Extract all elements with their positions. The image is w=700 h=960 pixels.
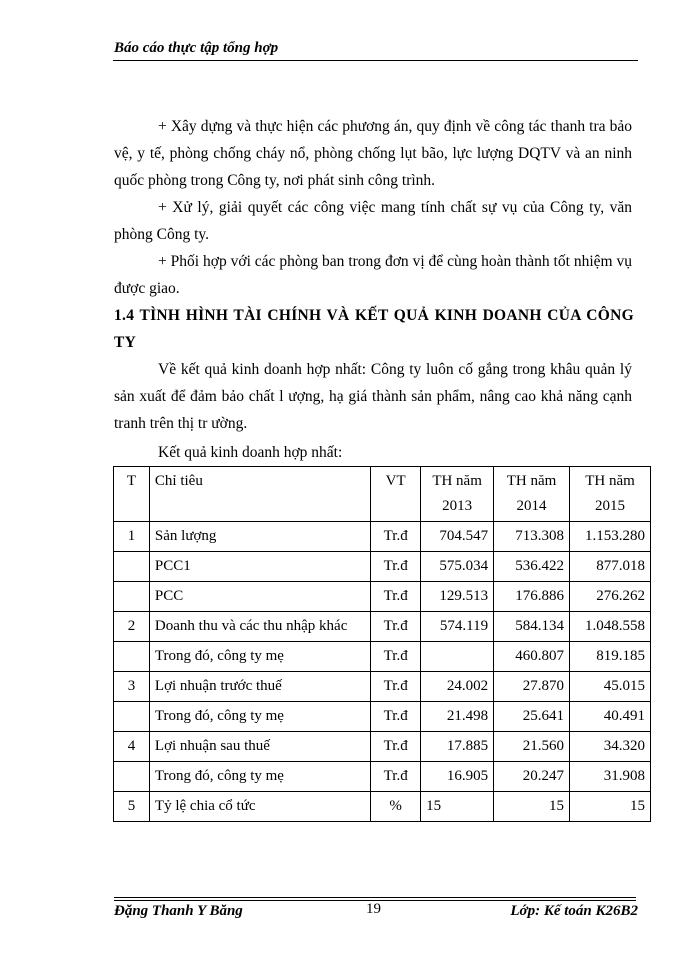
row-2013: 24.002 bbox=[421, 672, 494, 702]
row-2015: 31.908 bbox=[570, 762, 651, 792]
header-2014 bbox=[494, 467, 570, 522]
header-2014-year: 2014 bbox=[516, 498, 547, 514]
table-row bbox=[114, 732, 651, 762]
row-item: PCC1 bbox=[149, 552, 370, 582]
row-2013: 129.513 bbox=[421, 582, 494, 612]
row-2013: 575.034 bbox=[421, 552, 494, 582]
row-item: Trong đó, công ty mẹ bbox=[149, 762, 370, 792]
row-2014: 20.247 bbox=[494, 762, 570, 792]
table-row bbox=[114, 582, 651, 612]
row-2013: 15 bbox=[421, 792, 494, 822]
header-2015 bbox=[570, 467, 651, 522]
row-2015: 34.320 bbox=[570, 732, 651, 762]
table-row bbox=[114, 522, 651, 552]
row-stt bbox=[114, 702, 150, 732]
row-unit: Tr.đ bbox=[371, 582, 421, 612]
row-unit: Tr.đ bbox=[371, 762, 421, 792]
row-item: Trong đó, công ty mẹ bbox=[149, 702, 370, 732]
row-unit: Tr.đ bbox=[371, 552, 421, 582]
row-2014: 584.134 bbox=[494, 612, 570, 642]
table-row bbox=[114, 792, 651, 822]
row-2014: 15 bbox=[494, 792, 570, 822]
table-row bbox=[114, 552, 651, 582]
row-2013: 704.547 bbox=[421, 522, 494, 552]
row-stt bbox=[114, 582, 150, 612]
row-2014: 21.560 bbox=[494, 732, 570, 762]
row-stt bbox=[114, 552, 150, 582]
header-2013-year: 2013 bbox=[442, 498, 473, 514]
row-2015: 45.015 bbox=[570, 672, 651, 702]
row-stt: 3 bbox=[114, 672, 150, 702]
footer-divider bbox=[114, 897, 636, 898]
header-item: Chỉ tiêu bbox=[149, 467, 370, 522]
header-2013-label: TH năm bbox=[432, 473, 482, 489]
footer-class: Lớp: Kế toán K26B2 bbox=[510, 903, 638, 919]
row-unit: Tr.đ bbox=[371, 522, 421, 552]
header-2015-label: TH năm bbox=[585, 473, 635, 489]
row-item: Tỷ lệ chia cổ tức bbox=[149, 792, 370, 822]
row-2015: 1.153.280 bbox=[570, 522, 651, 552]
row-unit: % bbox=[371, 792, 421, 822]
row-2014: 27.870 bbox=[494, 672, 570, 702]
row-item: Lợi nhuận sau thuế bbox=[149, 732, 370, 762]
row-2013 bbox=[421, 642, 494, 672]
footer-author: Đặng Thanh Y Băng bbox=[114, 903, 243, 919]
table-row bbox=[114, 702, 651, 732]
header-2013 bbox=[421, 467, 494, 522]
row-unit: Tr.đ bbox=[371, 642, 421, 672]
row-item: PCC bbox=[149, 582, 370, 612]
table-row bbox=[114, 642, 651, 672]
row-2015: 40.491 bbox=[570, 702, 651, 732]
row-2014: 713.308 bbox=[494, 522, 570, 552]
row-stt: 4 bbox=[114, 732, 150, 762]
row-2014: 460.807 bbox=[494, 642, 570, 672]
row-2014: 536.422 bbox=[494, 552, 570, 582]
section-heading: 1.4 TÌNH HÌNH TÀI CHÍNH VÀ KẾT QUẢ KINH DOANH CỦA CÔNG TY bbox=[114, 307, 634, 351]
header-title: Báo cáo thực tập tổng hợp bbox=[114, 40, 279, 56]
header-stt: T bbox=[114, 467, 150, 522]
row-stt bbox=[114, 762, 150, 792]
table-caption: Kết quả kinh doanh hợp nhất: bbox=[158, 444, 343, 461]
row-2015: 15 bbox=[570, 792, 651, 822]
table-row bbox=[114, 672, 651, 702]
row-2013: 574.119 bbox=[421, 612, 494, 642]
page-number: 19 bbox=[366, 901, 381, 917]
header-2015-year: 2015 bbox=[595, 498, 625, 514]
row-unit: Tr.đ bbox=[371, 612, 421, 642]
row-unit: Tr.đ bbox=[371, 672, 421, 702]
row-2013: 17.885 bbox=[421, 732, 494, 762]
row-item: Lợi nhuận trước thuế bbox=[149, 672, 370, 702]
header-unit: VT bbox=[371, 467, 421, 522]
table-row bbox=[114, 762, 651, 792]
paragraph-handling: + Xử lý, giải quyết các công việc mang tính chất sự vụ của Công ty, văn phòng Công ty. bbox=[114, 199, 632, 243]
row-unit: Tr.đ bbox=[371, 702, 421, 732]
paragraph-coordination: + Phối hợp với các phòng ban trong đơn vị để cùng hoàn thành tốt nhiệm vụ được giao. bbox=[114, 253, 632, 297]
row-2014: 176.886 bbox=[494, 582, 570, 612]
row-2015: 276.262 bbox=[570, 582, 651, 612]
table-header-row bbox=[114, 467, 651, 522]
header-2014-label: TH năm bbox=[506, 473, 557, 489]
row-item: Trong đó, công ty mẹ bbox=[149, 642, 370, 672]
row-stt: 2 bbox=[114, 612, 150, 642]
row-2015: 819.185 bbox=[570, 642, 651, 672]
section-intro: Về kết quả kinh doanh hợp nhất: Công ty luôn cố gắng trong khâu quản lý sản xuất để đảm bảo chất l ượng, hạ giá thành sản phẩm, nâng cao khả năng cạnh tranh trên thị tr ường. bbox=[114, 361, 632, 432]
row-2013: 16.905 bbox=[421, 762, 494, 792]
paragraph-inspection: + Xây dựng và thực hiện các phương án, quy định về công tác thanh tra bảo vệ, y tế, phòng chống cháy nổ, phòng chống lụt bão, lực lượng DQTV và an ninh quốc phòng trong Công ty, nơi phát sinh công trình. bbox=[114, 118, 632, 189]
header-divider bbox=[113, 60, 638, 61]
row-2014: 25.641 bbox=[494, 702, 570, 732]
row-2015: 877.018 bbox=[570, 552, 651, 582]
row-stt: 1 bbox=[114, 522, 150, 552]
row-stt bbox=[114, 642, 150, 672]
row-unit: Tr.đ bbox=[371, 732, 421, 762]
row-item: Doanh thu và các thu nhập khác bbox=[149, 612, 370, 642]
row-stt: 5 bbox=[114, 792, 150, 822]
row-2015: 1.048.558 bbox=[570, 612, 651, 642]
business-results-table bbox=[113, 466, 651, 822]
row-item: Sản lượng bbox=[149, 522, 370, 552]
table-row bbox=[114, 612, 651, 642]
row-2013: 21.498 bbox=[421, 702, 494, 732]
